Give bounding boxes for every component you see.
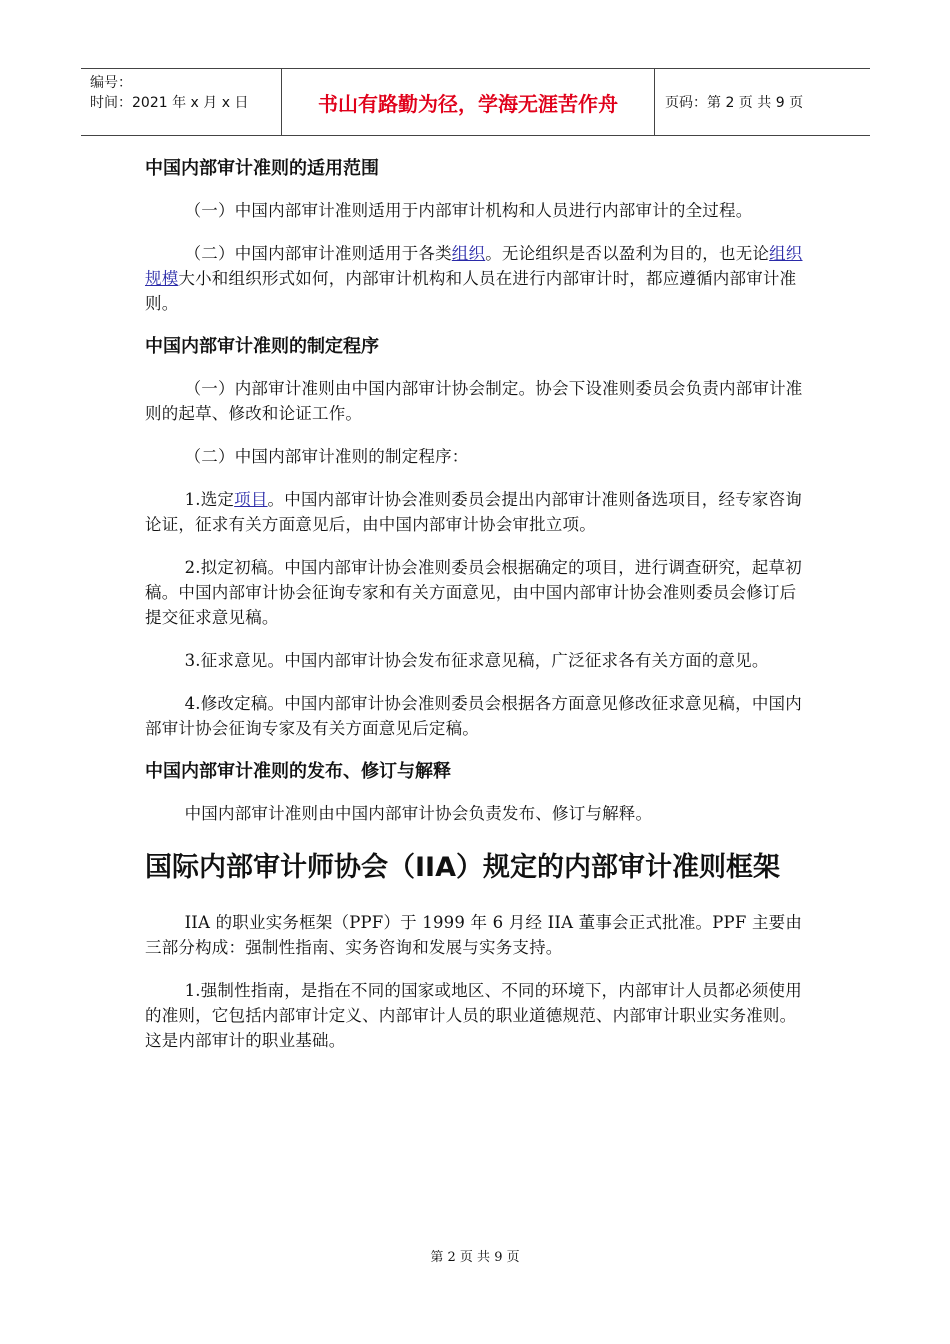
link-project[interactable]: 项目 xyxy=(234,490,268,509)
paragraph: IIA 的职业实务框架（PPF）于 1999 年 6 月经 IIA 董事会正式批准。PPF 主要由三部分构成：强制性指南、实务咨询和发展与实务支持。 xyxy=(145,913,803,957)
list-item: 4.修改定稿。中国内部审计协会准则委员会根据各方面意见修改征求意见稿，中国内部审计协会征询专家及有关方面意见后定稿。 xyxy=(145,694,802,738)
paragraph: 中国内部审计准则由中国内部审计协会负责发布、修订与解释。 xyxy=(184,804,653,823)
paragraph: （一）内部审计准则由中国内部审计协会制定。协会下设准则委员会负责内部审计准则的起草、修改和论证工作。 xyxy=(145,379,803,423)
section-heading-scope: 中国内部审计准则的适用范围 xyxy=(145,158,379,179)
link-organization[interactable]: 组织 xyxy=(451,244,486,263)
number-label: 编号： xyxy=(90,75,132,91)
list-item: 2.拟定初稿。中国内部审计协会准则委员会根据确定的项目，进行调查研究，起草初稿。中国内部审计协会征询专家和有关方面意见，由中国内部审计协会准则委员会修订后提交征求意见稿。 xyxy=(145,558,802,627)
header-meta xyxy=(81,69,281,135)
paragraph: 1.强制性指南，是指在不同的国家或地区、不同的环境下，内部审计人员都必须使用的准则，它包括内部审计定义、内部审计人员的职业道德规范、内部审计职业实务准则。这是内部审计的职业基础。 xyxy=(145,981,802,1050)
section-heading-procedure: 中国内部审计准则的制定程序 xyxy=(145,336,379,357)
header-page-info: 页码：第 2 页 共 9 页 xyxy=(665,95,804,111)
link-organization-scale[interactable]: 组织规模 xyxy=(145,244,803,288)
section-heading-publication: 中国内部审计准则的发布、修订与解释 xyxy=(145,761,451,782)
main-heading: 国际内部审计师协会（IIA）规定的内部审计准则框架 xyxy=(145,852,780,883)
list-item: 1.选定项目。中国内部审计协会准则委员会提出内部审计准则备选项目，经专家咨询论证，征求有关方面意见后，由中国内部审计协会审批立项。 xyxy=(145,490,802,534)
list-item: 3.征求意见。中国内部审计协会发布征求意见稿，广泛征求各有关方面的意见。 xyxy=(184,651,769,670)
paragraph: （二）中国内部审计准则的制定程序： xyxy=(184,447,469,466)
page-footer: 第 2 页 共 9 页 xyxy=(430,1250,520,1265)
document-body xyxy=(145,150,805,1071)
header-motto: 书山有路勤为径，学海无涯苦作舟 xyxy=(281,69,655,135)
page-header xyxy=(81,68,870,136)
date-label: 时间：2021 年 x 月 x 日 xyxy=(90,95,249,111)
paragraph: （一）中国内部审计准则适用于内部审计机构和人员进行内部审计的全过程。 xyxy=(184,201,753,220)
paragraph: （二）中国内部审计准则适用于各类组织。无论组织是否以盈利为目的，也无论组织规模大小和组织形式如何，内部审计机构和人员在进行内部审计时，都应遵循内部审计准则。 xyxy=(145,244,803,313)
